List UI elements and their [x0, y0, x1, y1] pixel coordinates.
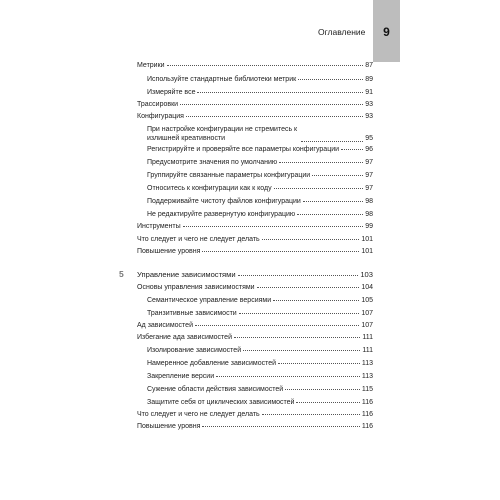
- dot-leader: [301, 141, 363, 142]
- toc-entry[interactable]: [137, 283, 373, 292]
- toc-entry-page: 107: [361, 310, 373, 317]
- toc-entry-page: 98: [365, 211, 373, 218]
- toc-entry[interactable]: [137, 333, 373, 342]
- dot-leader: [262, 414, 360, 415]
- dot-leader: [262, 239, 360, 240]
- toc-entry[interactable]: [137, 222, 373, 231]
- toc-entry-title: Семантическое управление версиями: [147, 297, 272, 304]
- dot-leader: [297, 214, 363, 215]
- toc-entry[interactable]: [137, 100, 373, 109]
- toc-entry[interactable]: [137, 422, 373, 431]
- toc-entry-title: Избегание ада зависимостей: [137, 334, 232, 341]
- toc-entry-page: 116: [361, 423, 373, 430]
- chapter-number: 5: [119, 269, 124, 279]
- toc-entry-title: Используйте стандартные библиотеки метрик: [147, 76, 297, 83]
- toc-entry-title: Предусмотрите значения по умолчанию: [147, 159, 278, 166]
- toc-entry-title: Защитите себя от циклических зависимостей: [147, 399, 295, 406]
- toc-entry-title: Конфигурация: [137, 113, 184, 120]
- toc-entry-title: Группируйте связанные параметры конфигурации: [147, 172, 311, 179]
- toc-entry-page: 105: [361, 297, 373, 304]
- toc-entry[interactable]: [147, 145, 373, 154]
- toc-entry-page: 96: [365, 146, 373, 153]
- toc-entry-title: Изолирование зависимостей: [147, 347, 242, 354]
- toc-entry-title: Основы управления зависимостями: [137, 284, 255, 291]
- toc-entry[interactable]: [147, 385, 373, 394]
- toc-entry-title: Намеренное добавление зависимостей: [147, 360, 277, 367]
- toc-entry-page: 98: [365, 198, 373, 205]
- toc-entry-title: Измеряйте все: [147, 89, 196, 96]
- toc-entry-title: Транзитивные зависимости: [147, 310, 237, 317]
- toc-entry-title: Что следует и чего не следует делать: [137, 411, 260, 418]
- dot-leader: [216, 376, 360, 377]
- dot-leader: [278, 363, 360, 364]
- toc-entry[interactable]: [147, 309, 373, 318]
- toc-entry-title: Трассировки: [137, 101, 179, 108]
- toc-entry-page: 93: [365, 101, 373, 108]
- toc-entry[interactable]: [147, 88, 373, 97]
- dot-leader: [195, 325, 359, 326]
- dot-leader: [312, 175, 363, 176]
- toc-entry-title: Относитесь к конфигурации как к коду: [147, 185, 272, 192]
- page-number: 9: [383, 25, 390, 39]
- toc-entry-title: Повышение уровня: [137, 423, 201, 430]
- toc-entry-page: 104: [361, 284, 373, 291]
- toc-entry-page: 95: [365, 135, 373, 142]
- toc-entry[interactable]: [147, 210, 373, 219]
- toc-chapter-entry[interactable]: [137, 270, 373, 279]
- toc-entry-page: 97: [365, 185, 373, 192]
- toc-entry[interactable]: [137, 61, 373, 70]
- toc-entry-title: Поддерживайте чистоту файлов конфигурации: [147, 198, 301, 205]
- dot-leader: [202, 426, 359, 427]
- toc-entry-title: Ад зависимостей: [137, 322, 193, 329]
- dot-leader: [197, 92, 363, 93]
- toc-entry-title: Повышение уровня: [137, 248, 201, 255]
- dot-leader: [238, 275, 359, 276]
- toc-entry[interactable]: [137, 235, 373, 244]
- dot-leader: [341, 149, 363, 150]
- dot-leader: [303, 201, 363, 202]
- toc-entry[interactable]: [147, 171, 373, 180]
- toc-entry-page: 116: [361, 399, 373, 406]
- toc-entry-title: Регистрируйте и проверяйте все параметры конфигурации: [147, 146, 340, 153]
- dot-leader: [243, 350, 360, 351]
- toc-entry-page: 97: [365, 172, 373, 179]
- toc-entry[interactable]: [147, 346, 373, 355]
- toc-entry[interactable]: [137, 410, 373, 419]
- dot-leader: [183, 226, 364, 227]
- toc-entry-page: 107: [361, 322, 373, 329]
- toc-entry-page: 116: [361, 411, 373, 418]
- running-header-title: Оглавление: [318, 27, 366, 37]
- toc-entry-title: Не редактируйте развернутую конфигурацию: [147, 211, 296, 218]
- toc-entry[interactable]: [147, 372, 373, 381]
- dot-leader: [202, 251, 359, 252]
- toc-entry[interactable]: [147, 197, 373, 206]
- toc-entry-page: 101: [361, 248, 373, 255]
- dot-leader: [186, 116, 363, 117]
- dot-leader: [239, 313, 360, 314]
- toc-entry-page: 103: [360, 270, 373, 279]
- toc-entry[interactable]: [137, 321, 373, 330]
- toc-entry-page: 87: [365, 62, 373, 69]
- dot-leader: [273, 300, 359, 301]
- toc-entry-title: Сужение области действия зависимостей: [147, 386, 284, 393]
- dot-leader: [180, 104, 363, 105]
- toc-entry[interactable]: [147, 398, 373, 407]
- toc-entry-title: При настройке конфигурации не стремитесь к излишней креативности: [147, 126, 298, 142]
- toc-entry-page: 99: [365, 223, 373, 230]
- toc-entry-page: 111: [362, 334, 373, 341]
- dot-leader: [296, 402, 359, 403]
- toc-entry-title: Метрики: [137, 62, 165, 69]
- dot-leader: [274, 188, 364, 189]
- toc-entry[interactable]: [147, 158, 373, 167]
- toc-entry-page: 113: [361, 360, 373, 367]
- dot-leader: [257, 287, 360, 288]
- toc-entry-page: 97: [365, 159, 373, 166]
- toc-entry-page: 115: [361, 386, 373, 393]
- toc-entry-page: 93: [365, 113, 373, 120]
- toc-entry[interactable]: [137, 112, 373, 121]
- toc-entry[interactable]: [147, 359, 373, 368]
- toc-entry-page: 101: [361, 236, 373, 243]
- toc-entry-title: Закрепление версии: [147, 373, 215, 380]
- toc-entry-page: 113: [361, 373, 373, 380]
- dot-leader: [285, 389, 360, 390]
- toc-entry-title: Инструменты: [137, 223, 181, 230]
- toc-entry-page: 91: [365, 89, 373, 96]
- toc-entry-page: 111: [362, 347, 373, 354]
- toc-entry[interactable]: [147, 124, 373, 143]
- toc-entry-title: Управление зависимостями: [137, 270, 236, 279]
- toc-entry-title: Что следует и чего не следует делать: [137, 236, 260, 243]
- dot-leader: [167, 65, 364, 66]
- toc-entry[interactable]: [147, 75, 373, 84]
- toc-entry[interactable]: [137, 247, 373, 256]
- dot-leader: [234, 337, 360, 338]
- toc-entry[interactable]: [147, 184, 373, 193]
- dot-leader: [279, 162, 363, 163]
- toc-entry-page: 89: [365, 76, 373, 83]
- toc-entry[interactable]: [147, 296, 373, 305]
- dot-leader: [298, 79, 363, 80]
